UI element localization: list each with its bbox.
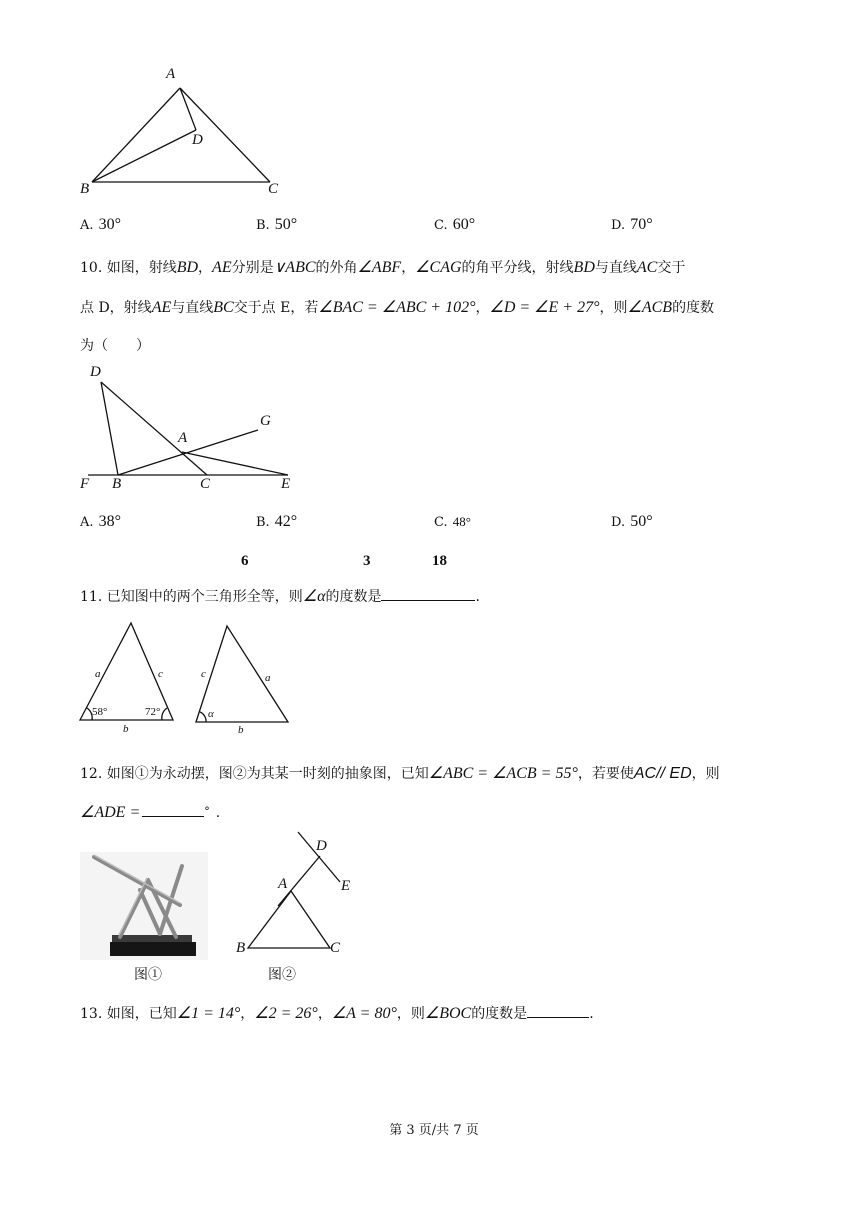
q10-text: 交于: [657, 260, 686, 276]
q12-text: ，则: [691, 766, 720, 782]
q10-text: 的角平分线，射线: [461, 260, 574, 276]
q13-text: ，则: [396, 1006, 425, 1022]
q9-option-b-value: 50°: [274, 216, 298, 233]
q10-text: ，则: [599, 300, 628, 316]
q12-text: 12. 如图①为永动摆，图②为其某一时刻的抽象图，已知: [80, 766, 429, 782]
fig11-tri1-side-a: a: [95, 668, 101, 680]
q10-text: 的度数: [672, 300, 715, 316]
q10-math: ∠D = ∠E + 27°: [489, 299, 600, 316]
q10-option-c-value: 48°: [452, 514, 471, 529]
fig9-label-a: A: [166, 66, 176, 82]
q10-option-a-value: 38°: [98, 513, 122, 530]
fig11-tri1-side-c: c: [158, 668, 163, 680]
q11-text: 11. 已知图中的两个三角形全等，则: [80, 589, 303, 605]
q10-text: 与直线: [594, 260, 637, 276]
fig11-tri1-angle-right: 72°: [145, 706, 161, 718]
q10-line3: 为（ ）: [80, 338, 150, 354]
q11-math: ∠α: [302, 588, 326, 605]
q10-option-a-letter: A.: [80, 515, 94, 530]
q10-text: 10. 如图，射线: [80, 260, 177, 276]
q10-math: ∠CAG: [415, 259, 462, 276]
fig12-label-b: B: [236, 940, 246, 956]
section-number: 3: [363, 553, 371, 569]
fig12-caption-1: 图①: [134, 967, 162, 983]
q13-math: ∠1 = 14°: [176, 1005, 241, 1022]
answer-blank[interactable]: [381, 586, 475, 601]
q10-math: AE: [212, 259, 232, 276]
q10-math: AC: [636, 259, 658, 276]
q12-text: .: [215, 805, 221, 821]
q10-text: 点 D，射线: [80, 300, 152, 316]
q10-option-d-value: 50°: [630, 513, 653, 530]
q13-math: ∠BOC: [424, 1005, 472, 1022]
q12-line2: [80, 802, 220, 823]
q10-option-b-value: 42°: [274, 513, 298, 530]
q9-option-b-letter: B.: [256, 218, 270, 233]
fig10-label-a: A: [178, 430, 188, 446]
q13-text: ，: [240, 1006, 255, 1022]
q10-option-d[interactable]: [611, 511, 653, 531]
fig11-tri2-side-a: a: [265, 672, 271, 684]
fig10-label-c: C: [200, 476, 211, 492]
q12-text: ，若要使: [577, 766, 634, 782]
q13-math: ∠2 = 26°: [254, 1005, 318, 1022]
q10-option-b[interactable]: [256, 511, 297, 531]
q9-option-d[interactable]: [611, 214, 653, 234]
fig9-lines: [92, 88, 270, 182]
fig11-tri2-side-b: b: [238, 724, 244, 736]
fig12-label-e: E: [341, 878, 351, 894]
q10-option-d-letter: D.: [611, 515, 626, 530]
q10-math: BC: [213, 299, 234, 316]
q12-line1: [80, 764, 720, 784]
q13-text: 的度数是: [471, 1006, 528, 1022]
q10-line2: [80, 298, 714, 318]
q10-math: BD: [176, 259, 199, 276]
q13-line: [80, 1003, 594, 1024]
q13-text: ，: [317, 1006, 332, 1022]
q10-math: AE: [151, 299, 172, 316]
fig12-label-c: C: [330, 940, 341, 956]
q13-math: ∠A = 80°: [331, 1005, 397, 1022]
q9-option-a[interactable]: [80, 214, 121, 234]
q10-text: 的外角: [315, 260, 358, 276]
answer-blank[interactable]: [527, 1003, 589, 1018]
q12-text: °: [204, 805, 210, 818]
q9-option-c-letter: C.: [434, 218, 448, 233]
q9-option-d-value: 70°: [630, 216, 653, 233]
q10-option-c-letter: C.: [434, 515, 448, 530]
q10-option-a[interactable]: [80, 511, 121, 531]
page-footer: 第 3 页/共 7 页: [389, 1123, 479, 1138]
q10-text: 交于点 E，若: [233, 300, 319, 316]
fig12-caption-2: 图②: [268, 967, 296, 983]
fig9-label-b: B: [80, 181, 90, 197]
section-number: 6: [241, 553, 249, 569]
q11-text: .: [475, 589, 480, 605]
q10-text: 分别是: [231, 260, 274, 276]
fig11-tri2-angle-alpha: α: [208, 708, 214, 720]
q10-text: 与直线: [171, 300, 214, 316]
fig10-label-b: B: [112, 476, 122, 492]
q9-option-c-value: 60°: [452, 216, 476, 233]
fig11-tri1-side-b: b: [123, 723, 129, 735]
fig9-label-c: C: [268, 181, 279, 197]
q10-option-c[interactable]: [434, 511, 471, 530]
q10-math: ∠ACB: [627, 299, 673, 316]
q12-math: AC// ED: [633, 765, 692, 782]
fig10-label-f: F: [80, 476, 90, 492]
q11-text: 的度数是: [325, 589, 382, 605]
q10-math: BD: [573, 259, 595, 276]
fig10-label-g: G: [260, 413, 271, 429]
fig11-tri1-angle-left: 58°: [92, 706, 108, 718]
q11-line: [80, 586, 480, 607]
fig10-label-d: D: [90, 364, 101, 380]
section-number: 18: [432, 553, 447, 569]
q10-math: ∠ABF: [357, 259, 402, 276]
fig10-lines: [88, 382, 288, 475]
fig11-lines: [80, 623, 288, 722]
q10-option-b-letter: B.: [256, 515, 270, 530]
q13-text: 13. 如图，已知: [80, 1006, 177, 1022]
q10-text: ，: [401, 260, 416, 276]
q10-math: ∠BAC = ∠ABC + 102°: [318, 299, 476, 316]
q10-math: ∨ABC: [273, 259, 316, 276]
fig12-label-d: D: [316, 838, 327, 854]
fig12-label-a: A: [278, 876, 288, 892]
q9-option-d-letter: D.: [611, 218, 626, 233]
fig11-tri2-side-c: c: [201, 668, 206, 680]
q12-math: ∠ABC = ∠ACB = 55°: [428, 765, 578, 782]
q10-line1: [80, 258, 685, 278]
q12-math: ∠ADE =: [80, 804, 141, 821]
q9-option-b[interactable]: [256, 214, 297, 234]
fig9-label-d: D: [192, 132, 203, 148]
q9-option-a-value: 30°: [98, 216, 122, 233]
q9-option-a-letter: A.: [80, 218, 94, 233]
q10-text: ，: [198, 260, 213, 276]
answer-blank[interactable]: [142, 802, 204, 817]
q10-text: ，: [475, 300, 490, 316]
q9-option-c[interactable]: [434, 214, 475, 234]
q13-text: .: [589, 1006, 594, 1022]
fig10-label-e: E: [281, 476, 291, 492]
